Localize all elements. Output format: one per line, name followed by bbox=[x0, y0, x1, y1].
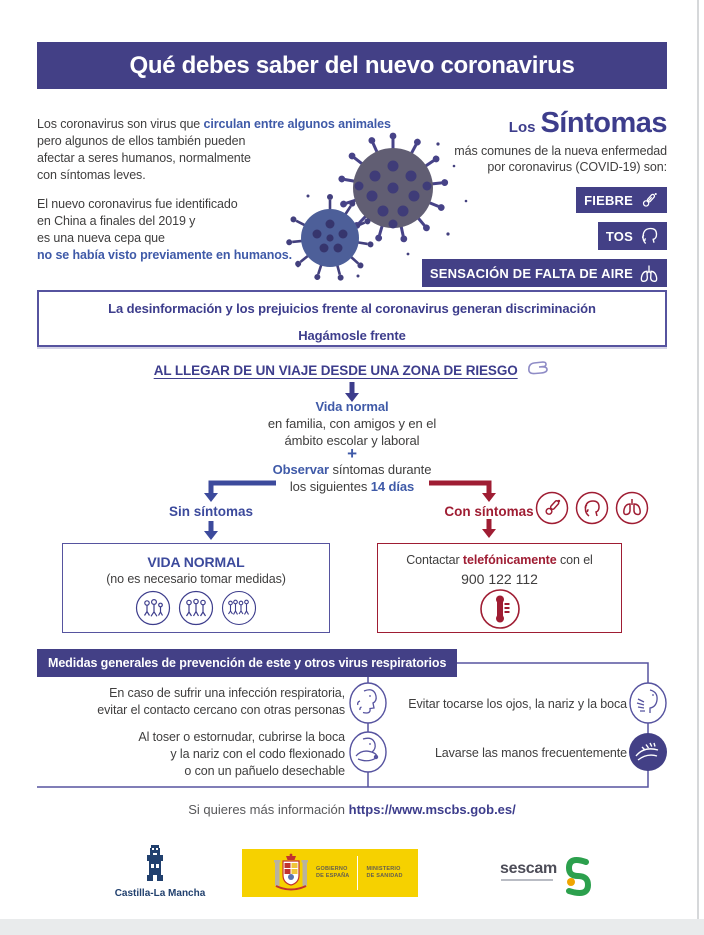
gobierno-text: GOBIERNO DE ESPAÑA bbox=[316, 866, 350, 879]
spain-coat-of-arms bbox=[274, 853, 308, 893]
cough-icon bbox=[575, 491, 609, 525]
plus-sign: + bbox=[347, 444, 357, 463]
intro-line: El nuevo coronavirus fue identificado bbox=[37, 197, 238, 211]
symptoms-title: Los Síntomas bbox=[508, 107, 667, 139]
lungs-icon bbox=[615, 491, 649, 525]
family-icon bbox=[135, 590, 171, 626]
banner-line2: Hagámosle frente bbox=[298, 328, 406, 343]
hand-icon bbox=[526, 359, 550, 379]
branch-with-symptoms-label: Con síntomas bbox=[444, 504, 534, 519]
measure-item-3: Evitar tocarse los ojos, la nariz y la boca bbox=[408, 697, 627, 711]
vida-normal-box-title: VIDA NORMAL bbox=[147, 554, 245, 570]
contact-line: Contactar telefónicamente con el bbox=[406, 553, 593, 567]
avoid-contact-icon bbox=[348, 681, 388, 725]
page-edge-right bbox=[697, 0, 699, 919]
intro-line: no se había visto previamente en humanos. bbox=[37, 248, 293, 262]
intro-line: pero algunos de ellos también pueden bbox=[37, 134, 246, 148]
crowd-icon bbox=[221, 590, 257, 626]
symptoms-subtitle: más comunes de la nueva enfermedad por coronavirus (COVID-19) son: bbox=[454, 144, 667, 174]
badge-label: FIEBRE bbox=[584, 192, 633, 208]
people-icons bbox=[63, 590, 329, 626]
measure-item-1: En caso de sufrir una infección respiratoria, evitar el contacto cercano con otras personas bbox=[97, 686, 345, 717]
vida-normal-line2: ámbito escolar y laboral bbox=[284, 433, 420, 448]
sescam-tagline-line bbox=[501, 879, 553, 881]
travel-heading: AL LLEGAR DE UN VIAJE DESDE UNA ZONA DE RIESGO bbox=[37, 359, 667, 379]
friends-icon bbox=[178, 590, 214, 626]
badge-label: TOS bbox=[605, 228, 633, 244]
branch-no-symptoms-label: Sin síntomas bbox=[168, 504, 254, 519]
gobierno-espana-logo bbox=[242, 849, 418, 897]
with-symptoms-icons bbox=[535, 491, 649, 525]
intro-line: Los coronavirus son virus que circulan entre algunos animales bbox=[37, 117, 391, 131]
vida-normal-line1: en familia, con amigos y en el bbox=[267, 416, 437, 431]
castilla-la-mancha-logo bbox=[143, 845, 167, 887]
info-link[interactable]: https://www.mscbs.gob.es/ bbox=[348, 802, 516, 817]
measure-item-4: Lavarse las manos frecuentemente bbox=[434, 746, 627, 760]
avoid-touching-face-icon bbox=[628, 681, 668, 725]
observe-days: los siguientes 14 días bbox=[289, 479, 415, 494]
intro-line: con síntomas leves. bbox=[37, 168, 146, 182]
ministerio-text: MINISTERIO DE SANIDAD bbox=[366, 866, 403, 879]
intro-line: afectar a seres humanos, normalmente bbox=[37, 151, 251, 165]
thermometer-icon bbox=[535, 491, 569, 525]
intro-line: es una nueva cepa que bbox=[37, 231, 165, 245]
observe-step: Observar síntomas durante bbox=[272, 462, 432, 477]
more-info-text: Si quieres más información bbox=[188, 802, 346, 817]
phone-icon bbox=[479, 588, 521, 630]
vida-normal-box bbox=[62, 543, 330, 633]
vida-normal-step: Vida normal bbox=[315, 399, 389, 414]
badge-label: SENSACIÓN DE FALTA DE AIRE bbox=[429, 265, 633, 281]
page-edge-bottom bbox=[0, 919, 704, 935]
more-info-line bbox=[37, 802, 667, 817]
sescam-s-logo bbox=[558, 855, 592, 897]
sescam-wordmark: sescam bbox=[500, 860, 557, 877]
cover-mouth-elbow-icon bbox=[348, 730, 388, 774]
measure-item-2: Al toser o estornudar, cubrirse la boca y la nariz con el codo flexionado o con un pañuelo desechable bbox=[138, 730, 345, 778]
gov-divider bbox=[357, 856, 358, 890]
phone-number: 900 122 112 bbox=[461, 571, 538, 587]
banner-line1: La desinformación y los prejuicios frente al coronavirus generan discriminación bbox=[108, 301, 596, 316]
contact-box bbox=[377, 543, 622, 633]
wash-hands-icon bbox=[628, 731, 668, 773]
intro-line: en China a finales del 2019 y bbox=[37, 214, 196, 228]
vida-normal-box-subtitle: (no es necesario tomar medidas) bbox=[106, 572, 286, 586]
castilla-la-mancha-label: Castilla-La Mancha bbox=[114, 888, 206, 899]
measures-title-bar: Medidas generales de prevención de este y otros virus respiratorios bbox=[37, 649, 457, 677]
page-title: Qué debes saber del nuevo coronavirus bbox=[37, 42, 667, 89]
